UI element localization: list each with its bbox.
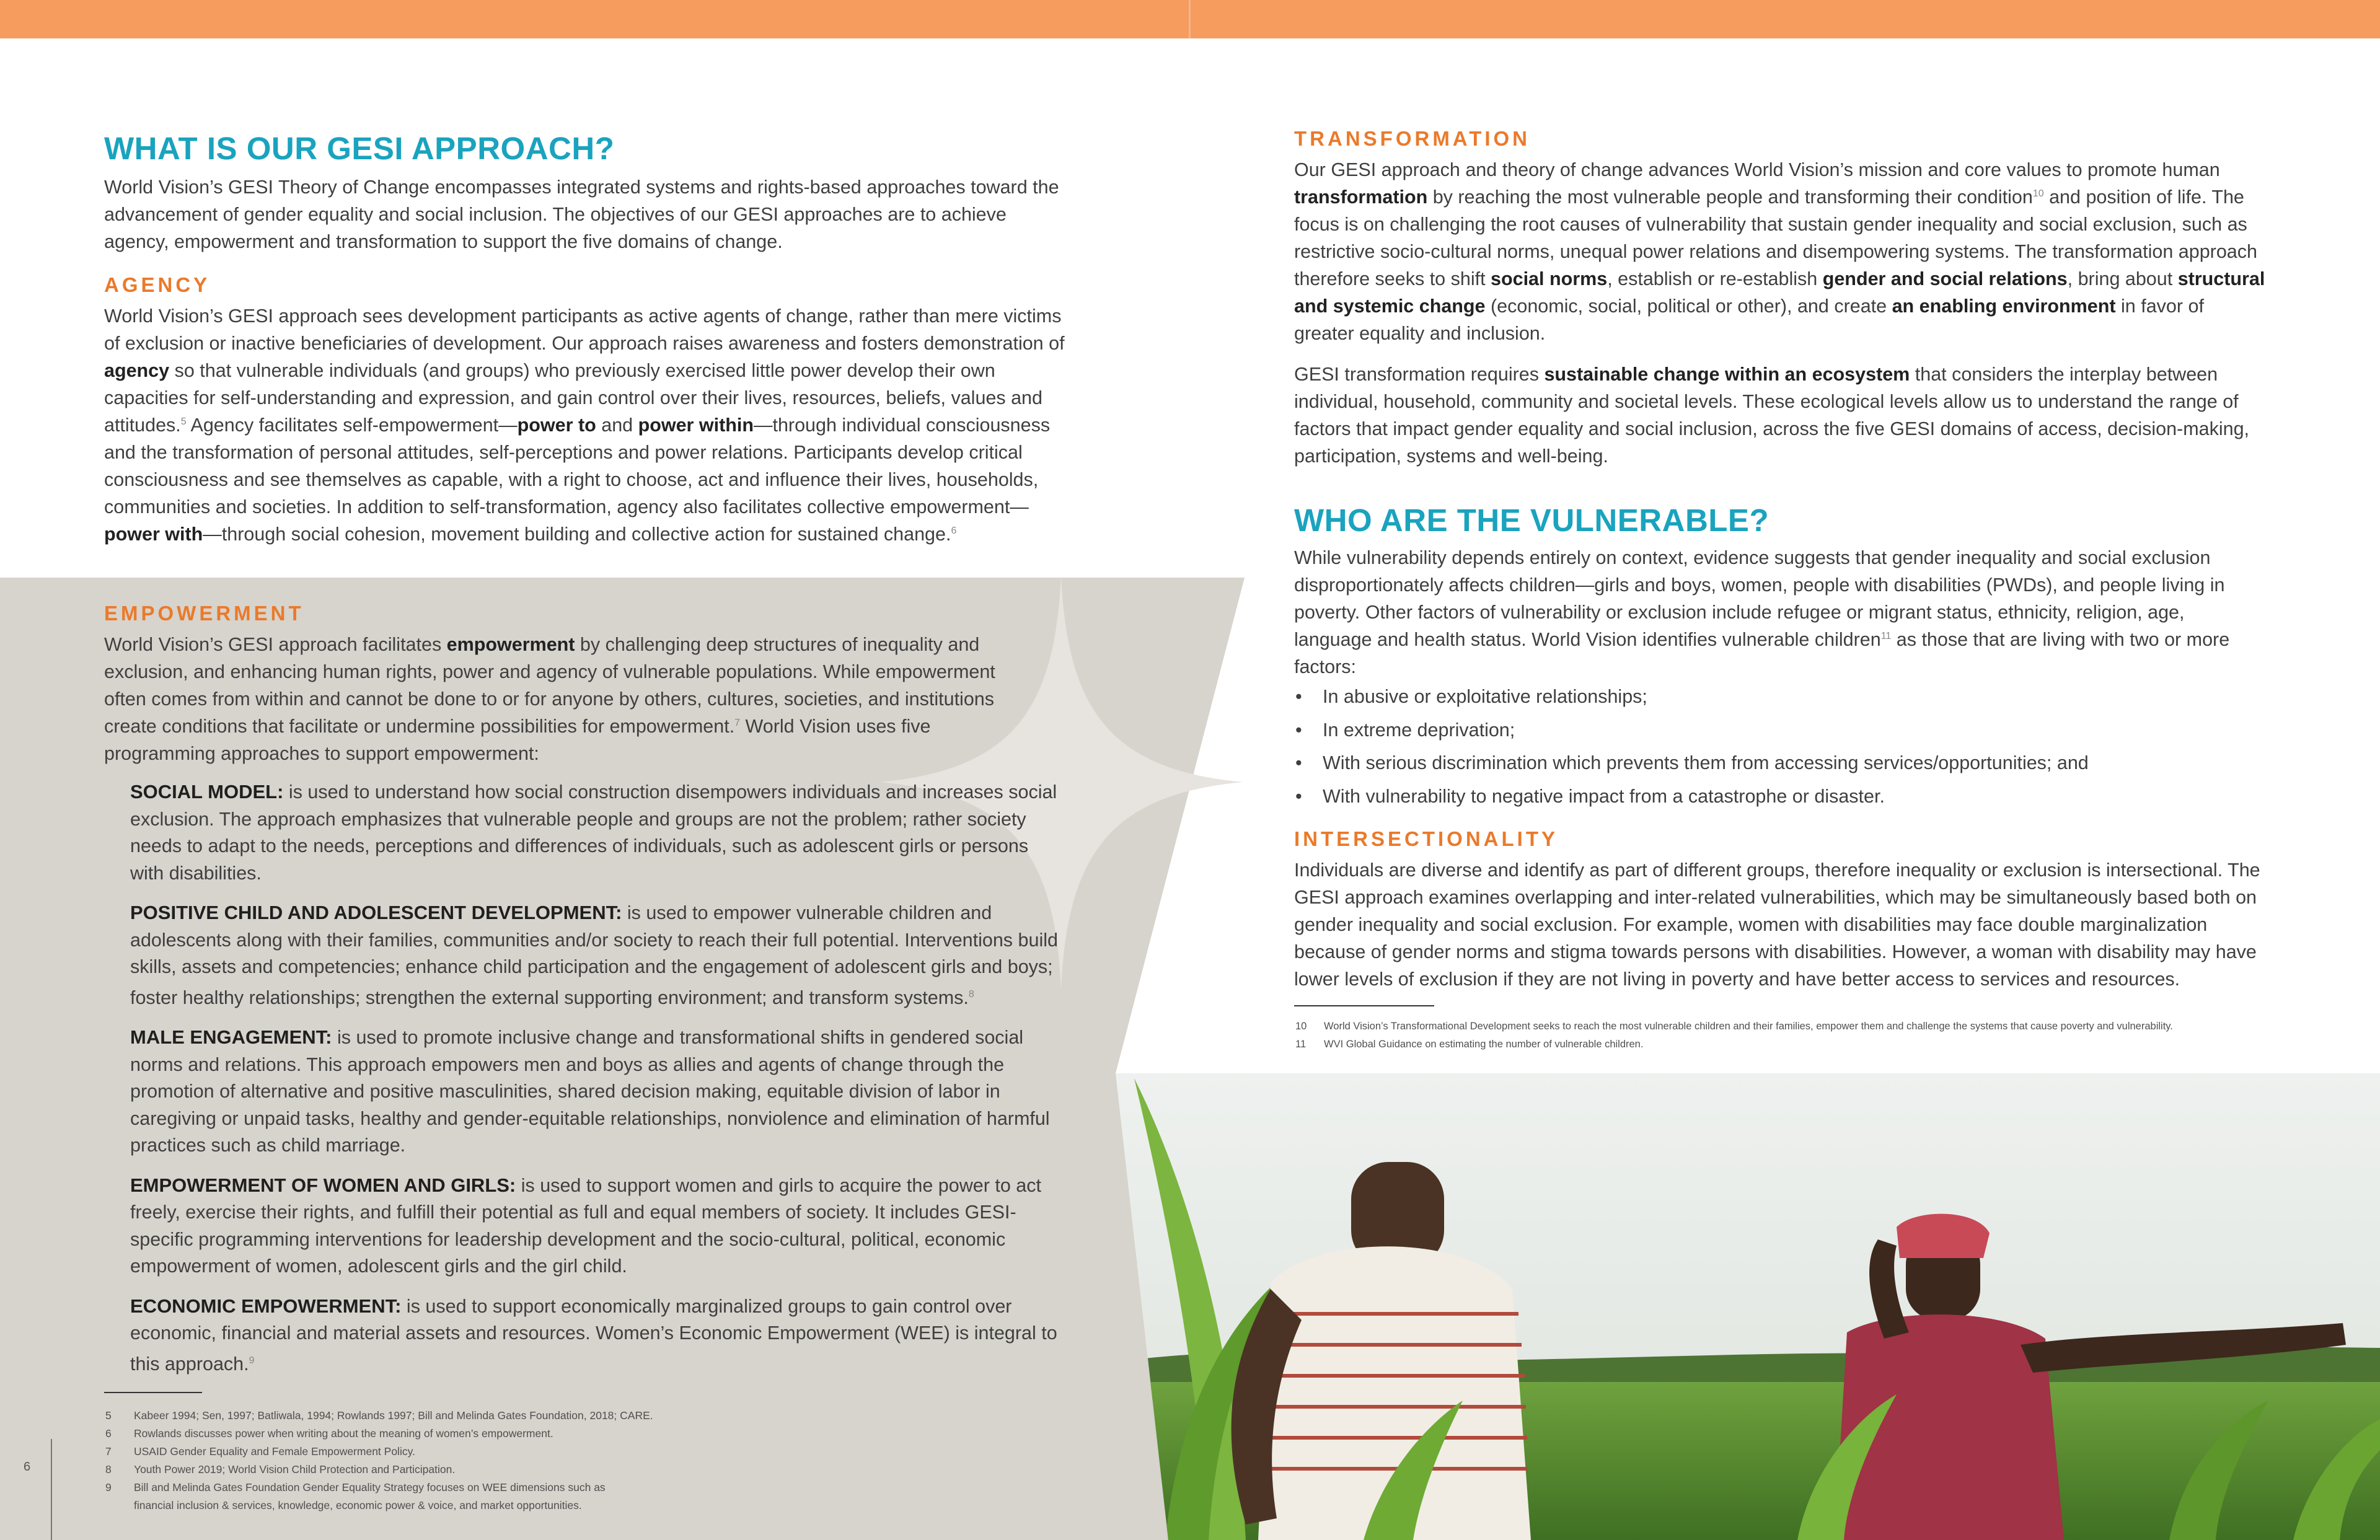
list-item: • With serious discrimination which prevents them from accessing services/opportunities; and xyxy=(1295,752,2089,773)
approach-social-model: SOCIAL MODEL: is used to understand how social construction disempowers individuals and increases social exclusion. The approach emphasizes that vulnerable people and groups are not the problem; rather society needs to adapt to the needs, perceptions and differences of individuals, such as adolescent girls or persons with disabilities. xyxy=(130,781,1057,884)
approach-male-engagement: MALE ENGAGEMENT: is used to promote inclusive change and transformational shifts in gendered social norms and relations. This approach empowers men and boys as allies and agents of change through the promotion of alternative and positive masculinities, shared decision making, equitable division of labor in caregiving or unpaid tasks, healthy and gender-equitable relationships, nonviolence and elimination of harmful practices such as child marriage. xyxy=(130,1026,1050,1156)
agency-heading: AGENCY xyxy=(104,273,211,296)
empowerment-heading: EMPOWERMENT xyxy=(104,602,304,625)
approach-women-girls: EMPOWERMENT OF WOMEN AND GIRLS: is used to support women and girls to acquire the power to act freely, exercise their rights, and fulfill their potential as full and equal members of society. It includes GESI-specific programming interventions for leadership development and the socio-cultural, political, economic empowerment of women, adolescent girls and the girl child. xyxy=(130,1174,1041,1277)
list-item: • In extreme deprivation; xyxy=(1295,719,1515,741)
page-number-rule xyxy=(51,1439,52,1540)
agency-paragraph: World Vision’s GESI approach sees development participants as active agents of change, rather than mere victims of exclusion or inactive beneficiaries of development. Our approach raises awareness and fosters demonstration of agency so that vulnerable individuals (and groups) who previously exercised little power develop their own capacities for self-understanding and expression, and gain control over their lives, resources, beliefs, values and attitudes.$^5$ Agency facilitates self-empowerment—power to and power within—through individual consciousness and the transformation of personal attitudes, self-perceptions and power relations. Participants develop critical consciousness and see themselves as capable, with a right to choose, act and influence their lives, households, communities and societies. In addition to self-transformation, agency also facilitates collective empowerment—power with—through social cohesion, movement building and collective action for sustained change.$^6$ xyxy=(104,306,1065,545)
footnote-7: 7 USAID Gender Equality and Female Empowerment Policy. xyxy=(105,1445,415,1458)
list-item: • In abusive or exploitative relationships; xyxy=(1295,686,1647,707)
intersectionality-heading: INTERSECTIONALITY xyxy=(1294,827,1559,850)
gesi-approach-title: WHAT IS OUR GESI APPROACH? xyxy=(104,131,615,166)
footnote-6: 6 Rowlands discusses power when writing about the meaning of women’s empowerment. xyxy=(105,1427,553,1440)
vulnerability-factors-list xyxy=(1294,680,2267,813)
left-footnotes xyxy=(105,1407,1035,1515)
empowerment-approaches-list xyxy=(130,778,1060,1378)
list-item: • With vulnerability to negative impact from a catastrophe or disaster. xyxy=(1295,785,1885,807)
empowerment-section xyxy=(104,600,1071,767)
right-footnotes xyxy=(1295,1018,2361,1054)
approach-child-adolescent-development: POSITIVE CHILD AND ADOLESCENT DEVELOPMENT: is used to empower vulnerable children and adolescents along with their families, communities and/or society to reach their full potential. Interventions build skills, assets and competencies; enhance child participation and the engagement of adolescent girls and boys; foster healthy relationships; strengthen the external supporting environment; and transform systems.$^8$ xyxy=(130,902,1058,1008)
footnote-10: 10 World Vision’s Transformational Development seeks to reach the most vulnerable children and their families, empower them and challenge the systems that cause poverty and vulnerability. xyxy=(1295,1021,2173,1032)
gesi-intro-paragraph: World Vision’s GESI Theory of Change encompasses integrated systems and rights-based approaches toward the advancement of gender equality and social inclusion. The objectives of our GESI approaches are to achieve agency, empowerment and transformation to support the five domains of change. xyxy=(104,177,1059,252)
vulnerable-title: WHO ARE THE VULNERABLE? xyxy=(1294,503,1770,538)
footnote-8: 8 Youth Power 2019; World Vision Child Protection and Participation. xyxy=(105,1463,456,1476)
empowerment-paragraph: World Vision’s GESI approach facilitates empowerment by challenging deep structures of inequality and exclusion, and enhancing human rights, power and agency of vulnerable populations. While empowerment often comes from within and cannot be done to or for anyone by others, cultures, societies, and institutions create conditions that facilitate or undermine possibilities for empowerment.$^7$ World Vision uses five programming approaches to support empowerment: xyxy=(104,634,995,764)
transformation-paragraph-1: Our GESI approach and theory of change advances World Vision’s mission and core values to promote human transformation by reaching the most vulnerable people and transforming their condition$^{10}$ and position of life. The focus is on challenging the root causes of vulnerability that sustain gender inequality and social exclusion, such as restrictive socio-cultural norms, unequal power relations and disempowering systems. The transformation approach therefore seeks to shift social norms, establish or re-establish gender and social relations, bring about structural and systemic change (economic, social, political or other), and create an enabling environment in favor of greater equality and inclusion. xyxy=(1294,159,2265,344)
transformation-heading: TRANSFORMATION xyxy=(1294,127,1531,150)
left-footnote-rule xyxy=(104,1392,202,1393)
footnote-11: 11 WVI Global Guidance on estimating the number of vulnerable children. xyxy=(1295,1039,1644,1050)
footnote-9: 9 Bill and Melinda Gates Foundation Gender Equality Strategy focuses on WEE dimensions such as financial inclusion & services, knowledge, economic power & voice, and market opportunities. xyxy=(105,1481,606,1511)
transformation-paragraph-2: GESI transformation requires sustainable change within an ecosystem that considers the interplay between individual, household, community and societal levels. These ecological levels allow us to understand the range of factors that impact gender equality and social inclusion, across the five GESI domains of access, decision-making, participation, systems and well-being. xyxy=(1294,364,2250,467)
vulnerable-paragraph: While vulnerability depends entirely on context, evidence suggests that gender inequality and social exclusion disproportionately affects children—girls and boys, women, people with disabilities (PWDs), and people living in poverty. Other factors of vulnerability or exclusion include refugee or migrant status, ethnicity, religion, age, language and health status. World Vision identifies vulnerable children$^{11}$ as those that are living with two or more factors: xyxy=(1294,547,2230,677)
intersectionality-paragraph: Individuals are diverse and identify as part of different groups, therefore inequality or exclusion is intersectional. The GESI approach examines overlapping and inter-related vulnerabilities, which may be simultaneously based both on gender inequality and social exclusion. For example, women with disabilities may face double marginalization because of gender norms and stigma towards persons with disabilities. However, a woman with disability may have lower levels of exclusion if they are not living in poverty and have better access to services and resources. xyxy=(1294,860,2260,990)
left-column xyxy=(104,129,1071,548)
page-number: 6 xyxy=(24,1460,31,1474)
right-footnote-rule xyxy=(1294,1005,1434,1006)
footnote-5: 5 Kabeer 1994; Sen, 1997; Batliwala, 1994; Rowlands 1997; Bill and Melinda Gates Foundation, 2018; CARE. xyxy=(105,1409,653,1422)
approach-economic-empowerment: ECONOMIC EMPOWERMENT: is used to support economically marginalized groups to gain control over economic, financial and material assets and resources. Women’s Economic Empowerment (WEE) is integral to this approach.$^9$ xyxy=(130,1295,1057,1375)
right-column xyxy=(1294,125,2267,993)
